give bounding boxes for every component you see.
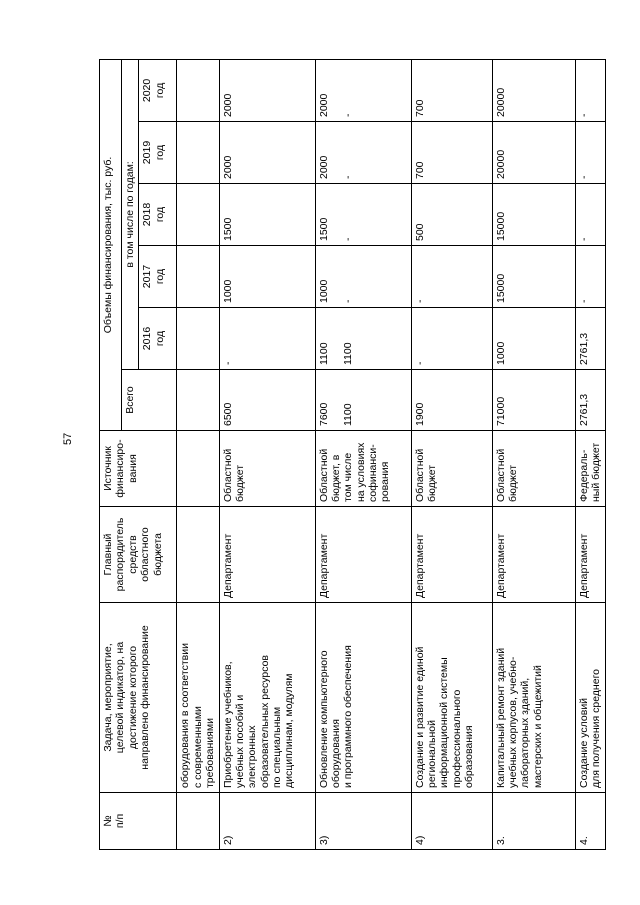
header-source: Источник финансиро- вания xyxy=(100,431,177,507)
row-2020: - xyxy=(575,59,605,121)
row-total xyxy=(177,370,219,431)
row-num: 3) xyxy=(315,793,411,850)
row-total: 7600 1100 xyxy=(315,370,411,431)
table-row xyxy=(315,59,411,849)
row-2016: 1000 xyxy=(492,308,575,370)
row-2017 xyxy=(177,246,219,308)
row-total: 71000 xyxy=(492,370,575,431)
row-2018: 15000 xyxy=(492,184,575,246)
header-volumes: Объемы финансирования, тыс. руб. xyxy=(100,59,122,430)
row-2020: 700 xyxy=(411,59,492,121)
row-task: Создание условий для получения среднего xyxy=(575,603,605,793)
header-task: Задача, мероприятие, целевой индикатор, на достижение которого направлено финансирование xyxy=(100,603,177,793)
row-2017: 1000 - xyxy=(315,246,411,308)
row-task: Приобретение учебников, учебных пособий и электронных образовательных ресурсов по специальным дисциплинам, модулям xyxy=(219,603,315,793)
row-2017: - xyxy=(575,246,605,308)
row-distributor: Департамент xyxy=(492,507,575,603)
row-num xyxy=(177,793,219,850)
header-year-2018: 2018 год xyxy=(139,184,177,246)
row-source: Областной бюджет, в том числе на условиях софинанси- рования xyxy=(315,431,411,507)
table-row xyxy=(177,59,219,849)
row-2018: - xyxy=(575,184,605,246)
row-total: 6500 xyxy=(219,370,315,431)
row-distributor: Департамент xyxy=(315,507,411,603)
row-2019: 2000 xyxy=(219,122,315,184)
row-2016: 1100 1100 xyxy=(315,308,411,370)
row-num: 4) xyxy=(411,793,492,850)
row-2017: 15000 xyxy=(492,246,575,308)
row-2018: 500 xyxy=(411,184,492,246)
header-year-2020: 2020 год xyxy=(139,59,177,121)
row-task: Обновление компьютерного оборудования и программного обеспечения xyxy=(315,603,411,793)
row-2019 xyxy=(177,122,219,184)
row-2018: 1500 xyxy=(219,184,315,246)
header-total: Всего xyxy=(122,370,177,431)
row-task: Создание и развитие единой региональной информационной системы профессионального образования xyxy=(411,603,492,793)
row-distributor: Департамент xyxy=(219,507,315,603)
row-source: Областной бюджет xyxy=(411,431,492,507)
rotated-table-container xyxy=(99,60,602,850)
row-source: Федераль- ный бюджет xyxy=(575,431,605,507)
table-row xyxy=(575,59,605,849)
row-2016: - xyxy=(411,308,492,370)
row-distributor xyxy=(177,507,219,603)
row-source: Областной бюджет xyxy=(492,431,575,507)
row-2016: 2761,3 xyxy=(575,308,605,370)
header-year-2016: 2016 год xyxy=(139,308,177,370)
row-2020: 2000 - xyxy=(315,59,411,121)
row-2020 xyxy=(177,59,219,121)
header-row-1 xyxy=(100,59,122,849)
row-2018 xyxy=(177,184,219,246)
header-year-2017: 2017 год xyxy=(139,246,177,308)
financing-table xyxy=(99,59,606,850)
row-num: 4. xyxy=(575,793,605,850)
row-task: оборудования в соответствии с современными требованиями xyxy=(177,603,219,793)
header-distributor: Главный распорядитель средств областного бюджета xyxy=(100,507,177,603)
row-2017: - xyxy=(411,246,492,308)
row-2017: 1000 xyxy=(219,246,315,308)
table-row xyxy=(492,59,575,849)
row-source: Областной бюджет xyxy=(219,431,315,507)
row-2016 xyxy=(177,308,219,370)
row-2019: - xyxy=(575,122,605,184)
table-row xyxy=(219,59,315,849)
header-by-years: в том числе по годам: xyxy=(122,59,139,369)
table-row xyxy=(411,59,492,849)
row-source xyxy=(177,431,219,507)
row-2020: 2000 xyxy=(219,59,315,121)
row-total: 1900 xyxy=(411,370,492,431)
row-2020: 20000 xyxy=(492,59,575,121)
header-year-2019: 2019 год xyxy=(139,122,177,184)
row-num: 2) xyxy=(219,793,315,850)
header-num: № п/п xyxy=(100,793,177,850)
row-distributor: Департамент xyxy=(411,507,492,603)
row-2019: 2000 - xyxy=(315,122,411,184)
row-task: Капитальный ремонт зданий учебных корпусов, учебно- лабораторных зданий, мастерских и общежитий xyxy=(492,603,575,793)
row-total: 2761,3 xyxy=(575,370,605,431)
row-2018: 1500 - xyxy=(315,184,411,246)
row-2019: 20000 xyxy=(492,122,575,184)
row-2019: 700 xyxy=(411,122,492,184)
row-distributor: Департамент xyxy=(575,507,605,603)
row-num: 3. xyxy=(492,793,575,850)
page-number: 57 xyxy=(62,432,74,445)
row-2016: - xyxy=(219,308,315,370)
